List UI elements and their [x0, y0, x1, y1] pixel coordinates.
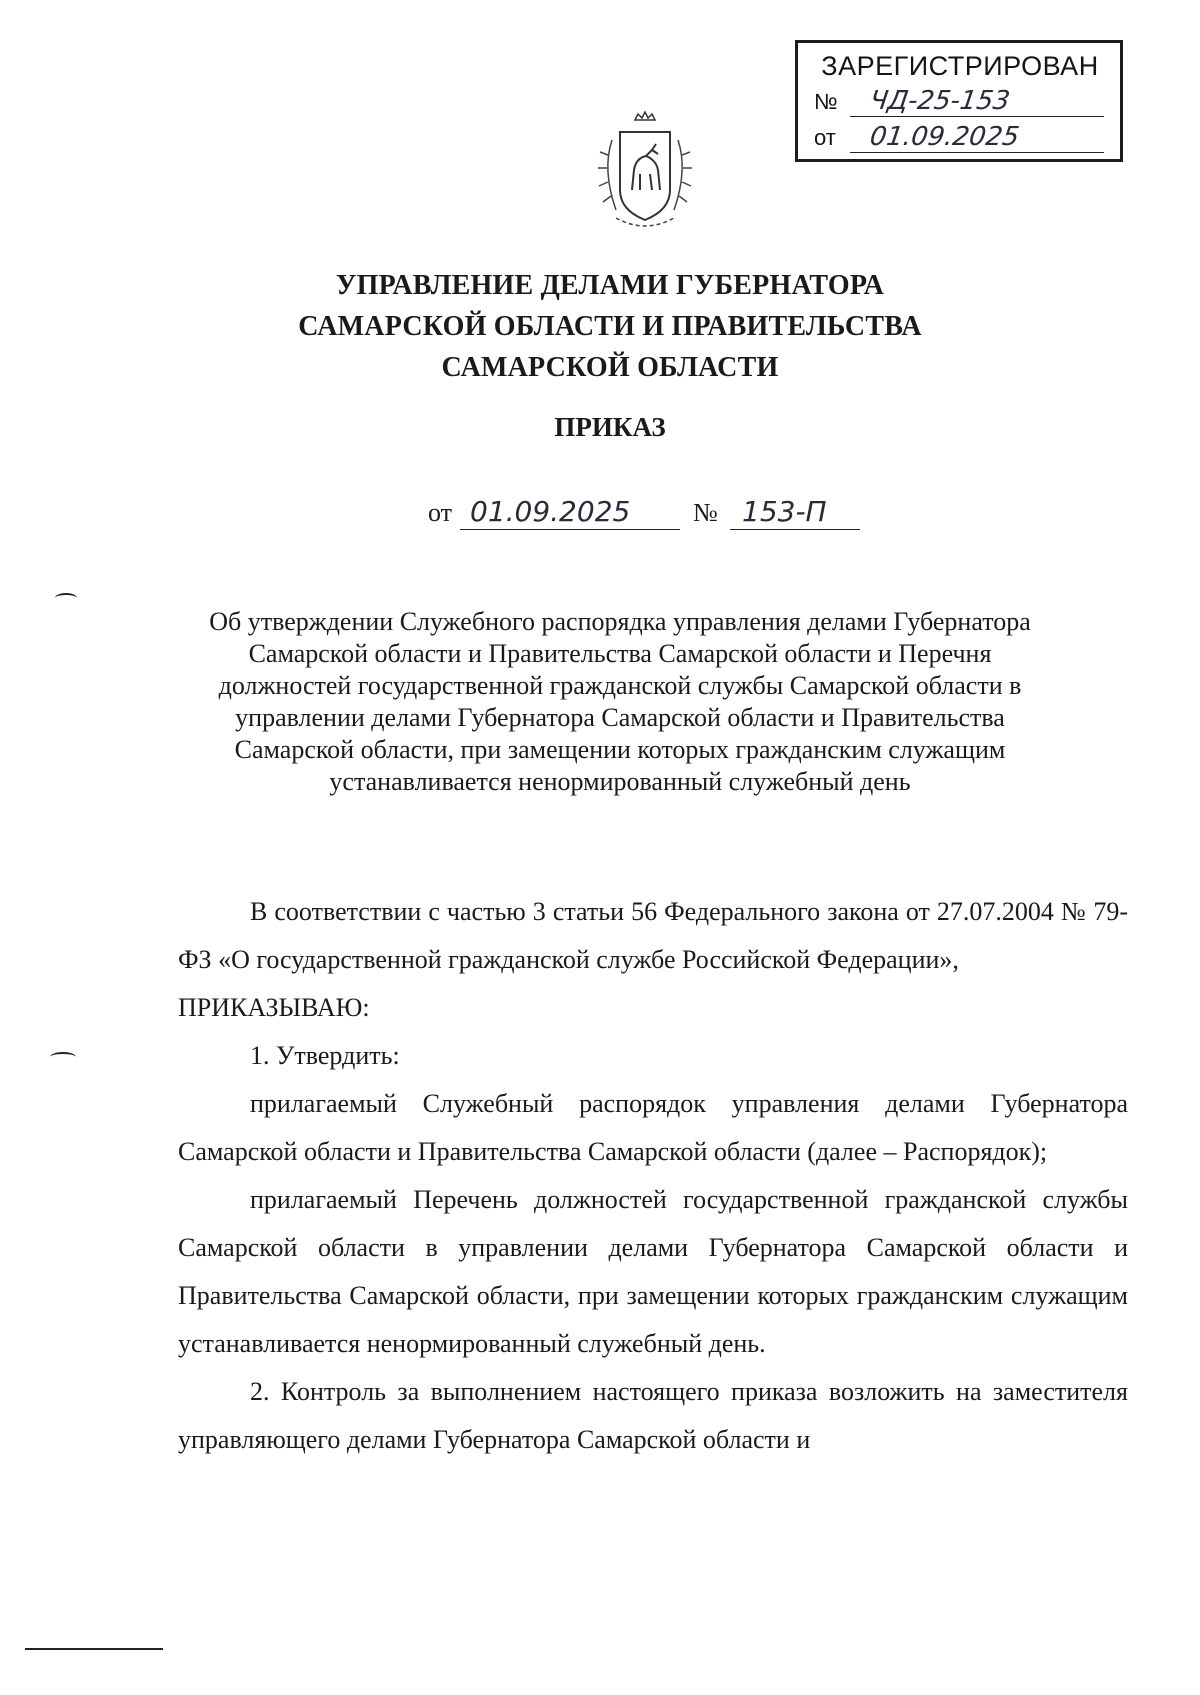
- subject-line: устанавливается ненормированный служебный день: [329, 767, 911, 796]
- order-subject: [190, 606, 1050, 798]
- organization-title-line: УПРАВЛЕНИЕ ДЕЛАМИ ГУБЕРНАТОРА: [335, 270, 885, 301]
- order-date-value: 01.09.2025: [460, 495, 680, 530]
- subject-line: должностей государственной гражданской службы Самарской области в: [218, 671, 1022, 700]
- order-number-value: 153-П: [730, 495, 860, 530]
- registration-date-row: [814, 117, 1106, 153]
- order-number-label: №: [693, 498, 718, 527]
- registration-number-label: №: [814, 89, 838, 114]
- registration-date-label: от: [814, 125, 836, 150]
- organization-title-line: САМАРСКОЙ ОБЛАСТИ: [441, 352, 779, 383]
- order-date-number-row: [428, 488, 848, 530]
- subject-line: Самарской области, при замещении которых гражданским служащим: [234, 735, 1006, 764]
- registration-number-row: [814, 81, 1106, 117]
- scan-mark: [50, 1052, 76, 1062]
- order-date-label: от: [428, 498, 453, 527]
- subject-line: управлении делами Губернатора Самарской области и Правительства: [235, 703, 1005, 732]
- registration-stamp: [795, 40, 1123, 162]
- scan-mark: [55, 593, 77, 603]
- item-1b-paragraph: прилагаемый Перечень должностей государственной гражданской службы Самарской области в управлении делами Губернатора Самарской области и Правительства Самарской области, при замещении которых гражданским служащим устанавливается ненормированный служебный день.: [178, 1185, 1128, 1358]
- coat-of-arms-icon: [590, 110, 700, 240]
- registration-stamp-title: ЗАРЕГИСТРИРОВАН: [821, 51, 1099, 81]
- organization-title: [250, 265, 970, 388]
- registration-number-value: ЧД-25-153: [850, 86, 1108, 117]
- organization-title-line: САМАРСКОЙ ОБЛАСТИ И ПРАВИТЕЛЬСТВА: [298, 311, 922, 342]
- preamble-paragraph: В соответствии с частью 3 статьи 56 Федерального закона от 27.07.2004 № 79-ФЗ «О государственной гражданской службе Российской Федерации»,: [178, 897, 1128, 974]
- document-type-title: ПРИКАЗ: [554, 412, 666, 442]
- order-directive: ПРИКАЗЫВАЮ:: [178, 993, 370, 1022]
- registration-date-value: 01.09.2025: [850, 122, 1108, 153]
- item-1a-paragraph: прилагаемый Служебный распорядок управления делами Губернатора Самарской области и Правительства Самарской области (далее – Распорядок);: [178, 1089, 1128, 1166]
- order-body: [178, 888, 1128, 1464]
- item-2-paragraph: 2. Контроль за выполнением настоящего приказа возложить на заместителя управляющего делами Губернатора Самарской области и: [178, 1377, 1128, 1454]
- subject-line: Об утверждении Служебного распорядка управления делами Губернатора: [209, 607, 1031, 636]
- page-bottom-rule: [25, 1648, 163, 1650]
- subject-line: Самарской области и Правительства Самарской области и Перечня: [248, 639, 992, 668]
- item-1-paragraph: 1. Утвердить:: [250, 1041, 400, 1070]
